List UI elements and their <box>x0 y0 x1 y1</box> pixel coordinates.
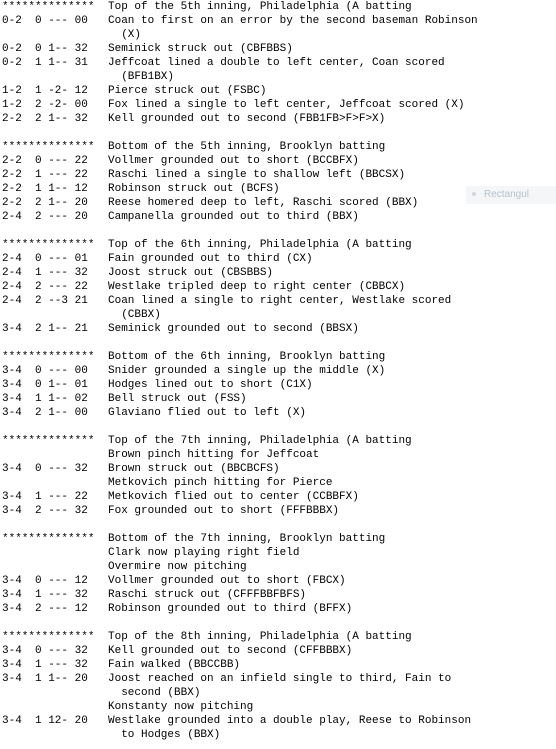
inning-header-line <box>0 350 556 364</box>
inning-header-line <box>0 532 556 546</box>
play-text: Fain grounded out to third (CX) <box>108 253 313 265</box>
game-state: ************** <box>2 435 95 447</box>
play-line <box>0 728 556 742</box>
blank-line <box>0 224 556 238</box>
play-text: Coan lined a single to right center, Westlake scored <box>108 295 452 307</box>
play-text: (BFB1BX) <box>108 71 175 83</box>
play-line <box>0 112 556 126</box>
play-text: Vollmer grounded out to short (BCCBFX) <box>108 155 359 167</box>
game-state: 0-2 1 1-- 31 <box>2 57 88 69</box>
game-state: 2-4 0 --- 01 <box>2 253 88 265</box>
play-line <box>0 154 556 168</box>
game-state: 2-4 2 --- 20 <box>2 211 88 223</box>
play-line <box>0 42 556 56</box>
inning-header-line <box>0 630 556 644</box>
game-state: 3-4 1 1-- 20 <box>2 673 88 685</box>
play-text: Joost struck out (CBSBBS) <box>108 267 274 279</box>
game-state: ************** <box>2 631 95 643</box>
game-state: 3-4 2 --- 12 <box>2 603 88 615</box>
play-line <box>0 322 556 336</box>
play-text: Konstanty now pitching <box>108 701 254 713</box>
play-text: Campanella grounded out to third (BBX) <box>108 211 359 223</box>
game-state: 2-2 1 1-- 12 <box>2 183 88 195</box>
play-line <box>0 686 556 700</box>
blank-line <box>0 336 556 350</box>
game-state: ************** <box>2 239 95 251</box>
game-state: 3-4 1 --- 22 <box>2 491 88 503</box>
inning-header-line <box>0 238 556 252</box>
play-line <box>0 98 556 112</box>
game-state: 3-4 0 --- 32 <box>2 645 88 657</box>
bullet-icon <box>472 192 476 196</box>
game-state: 3-4 2 1-- 00 <box>2 407 88 419</box>
play-line <box>0 504 556 518</box>
play-line <box>0 476 556 490</box>
play-text: Overmire now pitching <box>108 561 247 573</box>
blank-line <box>0 420 556 434</box>
game-state: 2-2 2 1-- 20 <box>2 197 88 209</box>
game-state: 1-2 2 -2- 00 <box>2 99 88 111</box>
game-state: 3-4 1 12- 20 <box>2 715 88 727</box>
play-text: (X) <box>108 29 142 41</box>
play-text: Coan to first on an error by the second baseman Robinson <box>108 15 478 27</box>
play-line <box>0 714 556 728</box>
game-state: 2-2 1 --- 22 <box>2 169 88 181</box>
game-state: 0-2 0 --- 00 <box>2 15 88 27</box>
game-state: 3-4 1 1-- 02 <box>2 393 88 405</box>
game-state: 3-4 0 1-- 01 <box>2 379 88 391</box>
game-state: ************** <box>2 141 95 153</box>
play-line <box>0 280 556 294</box>
play-line <box>0 364 556 378</box>
game-state: ************** <box>2 1 95 13</box>
game-state: ************** <box>2 533 95 545</box>
play-line <box>0 602 556 616</box>
inning-header-line <box>0 140 556 154</box>
inning-header-line <box>0 0 556 14</box>
play-text: Metkovich flied out to center (CCBBFX) <box>108 491 359 503</box>
game-state: 2-2 0 --- 22 <box>2 155 88 167</box>
game-state: 3-4 0 --- 32 <box>2 463 88 475</box>
game-state: 0-2 0 1-- 32 <box>2 43 88 55</box>
play-text: Reese homered deep to left, Raschi scored (BBX) <box>108 197 419 209</box>
play-line <box>0 490 556 504</box>
game-state: 1-2 1 -2- 12 <box>2 85 88 97</box>
play-text: Robinson grounded out to third (BFFX) <box>108 603 353 615</box>
play-text: Brown struck out (BBCBCFS) <box>108 463 280 475</box>
play-line <box>0 448 556 462</box>
play-line <box>0 700 556 714</box>
game-state: 2-4 2 --- 22 <box>2 281 88 293</box>
play-text: Fox grounded out to short (FFFBBBX) <box>108 505 340 517</box>
play-text: Vollmer grounded out to short (FBCX) <box>108 575 346 587</box>
play-text: Top of the 8th inning, Philadelphia (A batting <box>108 631 412 643</box>
play-line <box>0 378 556 392</box>
play-text: second (BBX) <box>108 687 201 699</box>
play-text: Snider grounded a single up the middle (X) <box>108 365 386 377</box>
play-line <box>0 644 556 658</box>
game-state: 3-4 1 --- 32 <box>2 589 88 601</box>
play-text: Westlake grounded into a double play, Reese to Robinson <box>108 715 472 727</box>
play-line <box>0 560 556 574</box>
inning-header-line <box>0 434 556 448</box>
blank-line <box>0 126 556 140</box>
play-line <box>0 14 556 28</box>
play-text: Clark now playing right field <box>108 547 300 559</box>
play-line <box>0 168 556 182</box>
play-text: Seminick grounded out to second (BBSX) <box>108 323 359 335</box>
play-text: Brown pinch hitting for Jeffcoat <box>108 449 320 461</box>
play-line <box>0 392 556 406</box>
play-text: Pierce struck out (FSBC) <box>108 85 267 97</box>
play-text: Jeffcoat lined a double to left center, Coan scored <box>108 57 445 69</box>
play-text: (CBBX) <box>108 309 161 321</box>
play-text: Raschi struck out (CFFFBBFBFS) <box>108 589 307 601</box>
play-line <box>0 210 556 224</box>
game-state: 3-4 0 --- 12 <box>2 575 88 587</box>
play-text: Westlake tripled deep to right center (CBBCX) <box>108 281 406 293</box>
play-text: Kell grounded out to second (CFFBBBX) <box>108 645 353 657</box>
play-text: to Hodges (BBX) <box>108 729 221 741</box>
play-text: Top of the 6th inning, Philadelphia (A batting <box>108 239 412 251</box>
game-state: 2-4 1 --- 32 <box>2 267 88 279</box>
play-text: Glaviano flied out to left (X) <box>108 407 307 419</box>
play-text: Robinson struck out (BCFS) <box>108 183 280 195</box>
rectangle-tool-tooltip <box>466 186 556 204</box>
game-state: 3-4 2 1-- 21 <box>2 323 88 335</box>
play-line <box>0 56 556 70</box>
play-text: Fox lined a single to left center, Jeffcoat scored (X) <box>108 99 465 111</box>
play-text: Kell grounded out to second (FBB1FB>F>F>X) <box>108 113 386 125</box>
play-line <box>0 672 556 686</box>
play-text: Joost reached on an infield single to third, Fain to <box>108 673 452 685</box>
game-state: 3-4 0 --- 00 <box>2 365 88 377</box>
play-line <box>0 84 556 98</box>
play-line <box>0 266 556 280</box>
play-line <box>0 406 556 420</box>
play-line <box>0 588 556 602</box>
game-state: 3-4 2 --- 32 <box>2 505 88 517</box>
play-text: Bell struck out (FSS) <box>108 393 247 405</box>
play-text: Seminick struck out (CBFBBS) <box>108 43 293 55</box>
play-text: Top of the 5th inning, Philadelphia (A batting <box>108 1 412 13</box>
game-state: ************** <box>2 351 95 363</box>
tooltip-label: Rectangul <box>484 189 530 200</box>
play-text: Top of the 7th inning, Philadelphia (A batting <box>108 435 412 447</box>
play-line <box>0 70 556 84</box>
play-line <box>0 462 556 476</box>
play-text: Bottom of the 7th inning, Brooklyn batting <box>108 533 386 545</box>
blank-line <box>0 518 556 532</box>
play-line <box>0 294 556 308</box>
play-text: Raschi lined a single to shallow left (BBCSX) <box>108 169 406 181</box>
play-line <box>0 546 556 560</box>
blank-line <box>0 616 556 630</box>
play-text: Hodges lined out to short (C1X) <box>108 379 313 391</box>
game-state: 3-4 1 --- 32 <box>2 659 88 671</box>
play-text: Bottom of the 6th inning, Brooklyn batting <box>108 351 386 363</box>
play-line <box>0 252 556 266</box>
game-state: 2-4 2 --3 21 <box>2 295 88 307</box>
play-text: Bottom of the 5th inning, Brooklyn batting <box>108 141 386 153</box>
play-line <box>0 574 556 588</box>
play-line <box>0 308 556 322</box>
play-line <box>0 28 556 42</box>
play-text: Fain walked (BBCCBB) <box>108 659 241 671</box>
game-state: 2-2 2 1-- 32 <box>2 113 88 125</box>
play-text: Metkovich pinch hitting for Pierce <box>108 477 333 489</box>
play-line <box>0 658 556 672</box>
